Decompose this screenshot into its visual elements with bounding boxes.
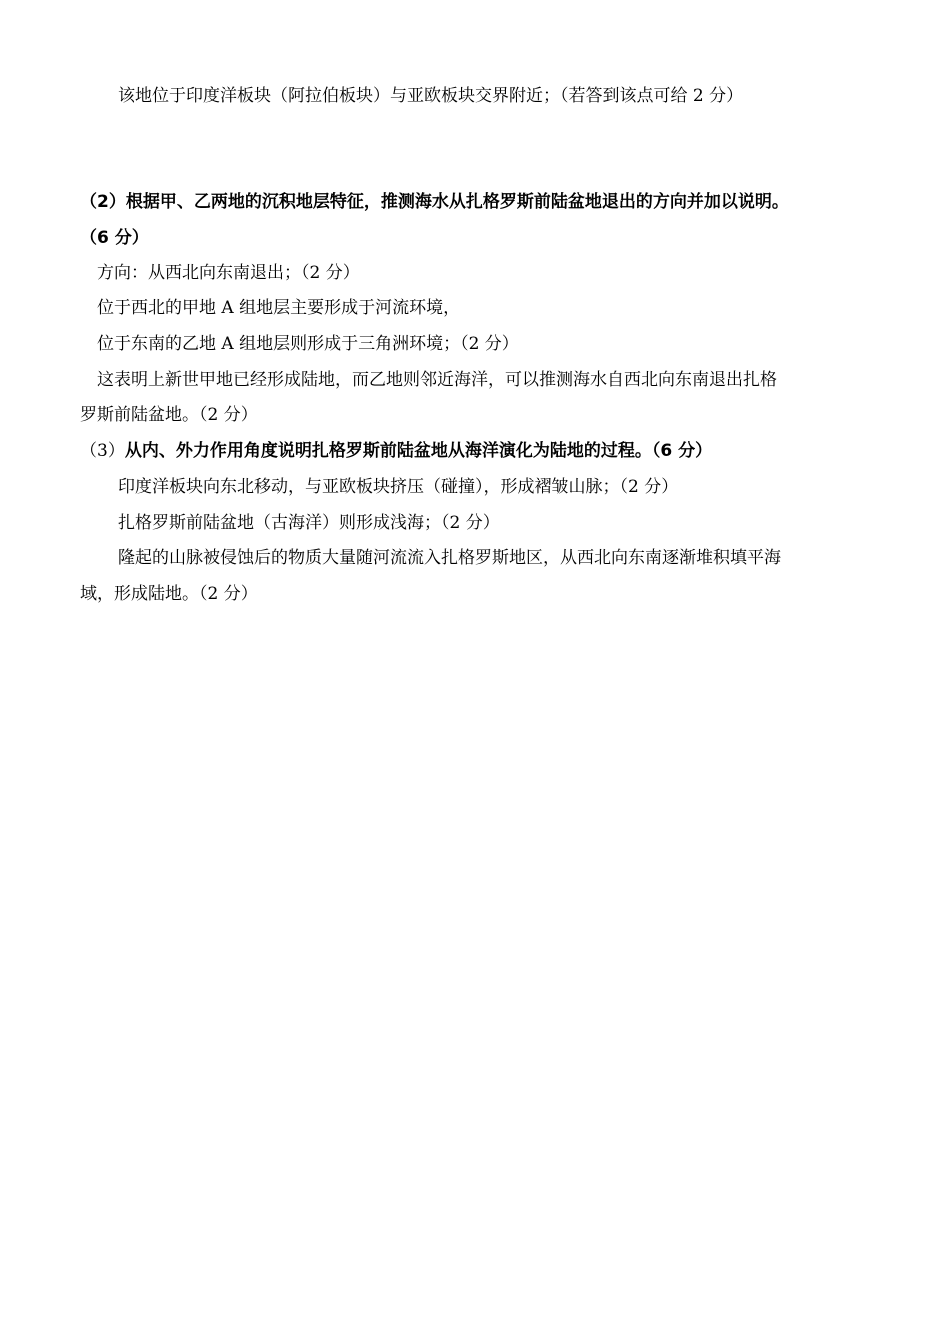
q3-title-text: 从内、外力作用角度说明扎格罗斯前陆盆地从海洋演化为陆地的过程。（6 分） [124, 441, 713, 461]
q3-answer-basin: 扎格罗斯前陆盆地（古海洋）则形成浅海；（2 分） [118, 513, 500, 533]
q2-title-line1: （2）根据甲、乙两地的沉积地层特征，推测海水从扎格罗斯前陆盆地退出的方向并加以说明。 [80, 192, 789, 212]
intro-line: 该地位于印度洋板块（阿拉伯板块）与亚欧板块交界附近；（若答到该点可给 2 分） [118, 86, 744, 106]
q3-answer-erosion: 隆起的山脉被侵蚀后的物质大量随河流流入扎格罗斯地区，从西北向东南逐渐堆积填平海 [118, 548, 781, 568]
q2-answer-direction: 方向：从西北向东南退出；（2 分） [97, 263, 360, 283]
q2-answer-jia: 位于西北的甲地 A 组地层主要形成于河流环境， [97, 298, 461, 318]
q3-title [80, 441, 712, 461]
q3-answer-erosion-cont: 域，形成陆地。（2 分） [80, 584, 258, 604]
q2-answer-reason-cont: 罗斯前陆盆地。（2 分） [80, 405, 258, 425]
q3-number: （3） [80, 441, 125, 461]
q2-title-line2: （6 分） [80, 228, 149, 248]
q2-answer-yi: 位于东南的乙地 A 组地层则形成于三角洲环境；（2 分） [97, 334, 519, 354]
q3-answer-plate: 印度洋板块向东北移动，与亚欧板块挤压（碰撞），形成褶皱山脉；（2 分） [118, 477, 679, 497]
q2-answer-reason: 这表明上新世甲地已经形成陆地，而乙地则邻近海洋，可以推测海水自西北向东南退出扎格 [97, 370, 777, 390]
